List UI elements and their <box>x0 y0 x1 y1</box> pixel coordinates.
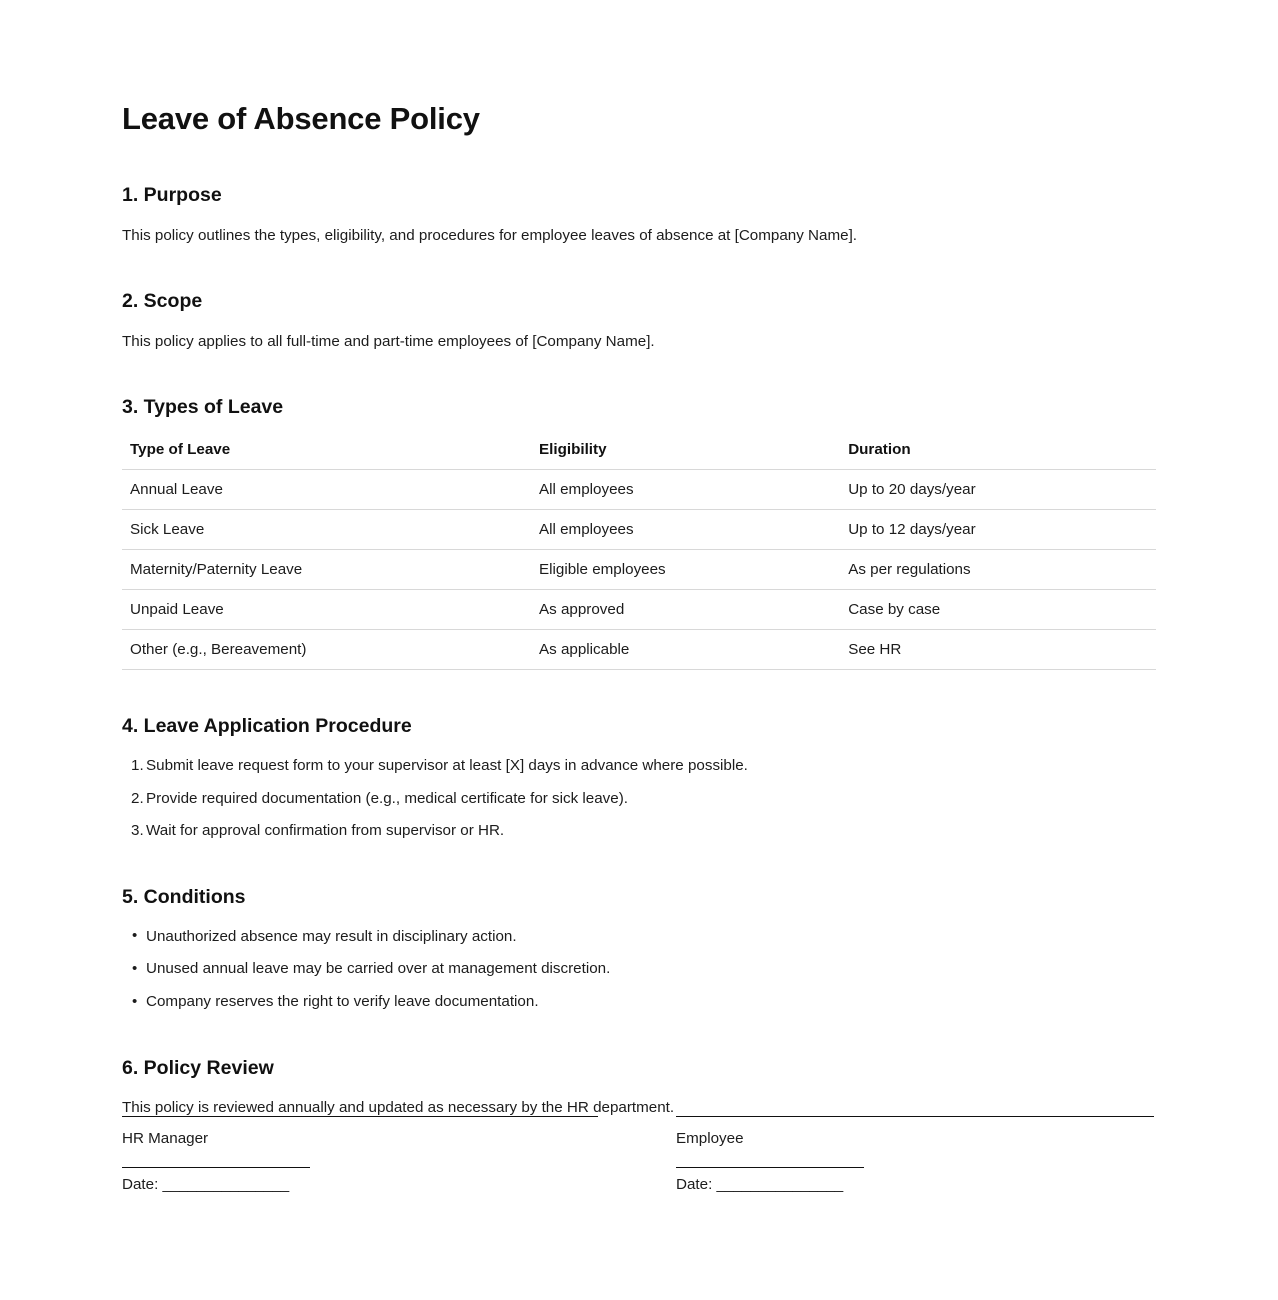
section-application-procedure <box>122 714 1156 843</box>
signature-role-label-employee: Employee <box>676 1130 744 1147</box>
list-item-text: Submit leave request form to your supervisor at least [X] days in advance where possible. <box>146 756 748 774</box>
list-item <box>122 958 1156 981</box>
section-purpose <box>122 183 1156 247</box>
signature-date-rule-employee <box>676 1167 864 1168</box>
table-cell-duration: Up to 20 days/year <box>840 470 1156 510</box>
table-header <box>122 435 1156 470</box>
bullet-icon: • <box>132 992 138 1010</box>
application-procedure-list <box>122 755 1156 843</box>
section-conditions <box>122 885 1156 1014</box>
signature-line-hr-manager <box>122 1116 598 1117</box>
table-cell-eligibility: All employees <box>531 510 840 550</box>
table-row <box>122 550 1156 590</box>
list-item-marker: 2. <box>131 789 144 807</box>
table-cell-type: Sick Leave <box>122 510 531 550</box>
table-body <box>122 470 1156 670</box>
signature-line-employee <box>676 1116 1154 1117</box>
list-item-text: Wait for approval confirmation from supervisor or HR. <box>146 822 505 840</box>
table-row <box>122 630 1156 670</box>
conditions-list <box>122 926 1156 1014</box>
purpose-body-text: This policy outlines the types, eligibility, and procedures for employee leaves of absence at [Company Name]. <box>122 226 858 244</box>
table-column-header-duration: Duration <box>840 435 1156 470</box>
table-cell-eligibility: Eligible employees <box>531 550 840 590</box>
section-types-of-leave <box>122 395 1156 670</box>
section-heading-conditions: 5. Conditions <box>122 886 246 909</box>
signature-date-label-hr-manager: Date: _______________ <box>122 1176 290 1194</box>
table-cell-type: Unpaid Leave <box>122 590 531 630</box>
section-policy-review <box>122 1056 1156 1120</box>
signature-column-hr-manager <box>122 1116 598 1196</box>
list-item <box>122 926 1156 949</box>
signature-column-employee <box>676 1116 1154 1196</box>
section-heading-policy-review: 6. Policy Review <box>122 1056 274 1079</box>
list-item <box>122 991 1156 1014</box>
section-heading-application-procedure: 4. Leave Application Procedure <box>122 715 412 738</box>
types-of-leave-table <box>122 435 1156 670</box>
table-cell-duration: Up to 12 days/year <box>840 510 1156 550</box>
list-item-marker: 1. <box>131 756 144 774</box>
signature-role-label-hr-manager: HR Manager <box>122 1130 209 1147</box>
table-row <box>122 510 1156 550</box>
list-item-text: Provide required documentation (e.g., medical certificate for sick leave). <box>146 789 629 807</box>
page-title: Leave of Absence Policy <box>122 101 480 136</box>
policy-review-body-text: This policy is reviewed annually and updated as necessary by the HR department. <box>122 1099 675 1117</box>
signature-date-rule-hr-manager <box>122 1167 310 1168</box>
signature-date-label-employee: Date: _______________ <box>676 1176 844 1194</box>
table-header-row <box>122 435 1156 470</box>
section-scope <box>122 289 1156 353</box>
list-item <box>122 820 1156 843</box>
section-heading-types-of-leave: 3. Types of Leave <box>122 396 284 419</box>
list-item <box>122 788 1156 811</box>
signature-block <box>122 1116 1156 1196</box>
scope-body-text: This policy applies to all full-time and part-time employees of [Company Name]. <box>122 332 655 350</box>
table-cell-eligibility: As approved <box>531 590 840 630</box>
list-item-text: Unauthorized absence may result in disciplinary action. <box>146 927 517 945</box>
bullet-icon: • <box>132 927 138 945</box>
list-item <box>122 755 1156 778</box>
table-cell-type: Annual Leave <box>122 470 531 510</box>
list-item-text: Company reserves the right to verify leave documentation. <box>146 993 539 1011</box>
list-item-text: Unused annual leave may be carried over at management discretion. <box>146 960 611 978</box>
section-heading-purpose: 1. Purpose <box>122 184 222 207</box>
table-cell-eligibility: All employees <box>531 470 840 510</box>
table-row <box>122 590 1156 630</box>
table-cell-eligibility: As applicable <box>531 630 840 670</box>
table-column-header-eligibility: Eligibility <box>531 435 840 470</box>
table-cell-duration: See HR <box>840 630 1156 670</box>
list-item-marker: 3. <box>131 822 144 840</box>
table-cell-type: Maternity/Paternity Leave <box>122 550 531 590</box>
table-row <box>122 470 1156 510</box>
table-cell-duration: As per regulations <box>840 550 1156 590</box>
table-cell-type: Other (e.g., Bereavement) <box>122 630 531 670</box>
section-heading-scope: 2. Scope <box>122 290 203 313</box>
table-cell-duration: Case by case <box>840 590 1156 630</box>
bullet-icon: • <box>132 959 138 977</box>
table-column-header-type-of-leave: Type of Leave <box>122 435 531 470</box>
